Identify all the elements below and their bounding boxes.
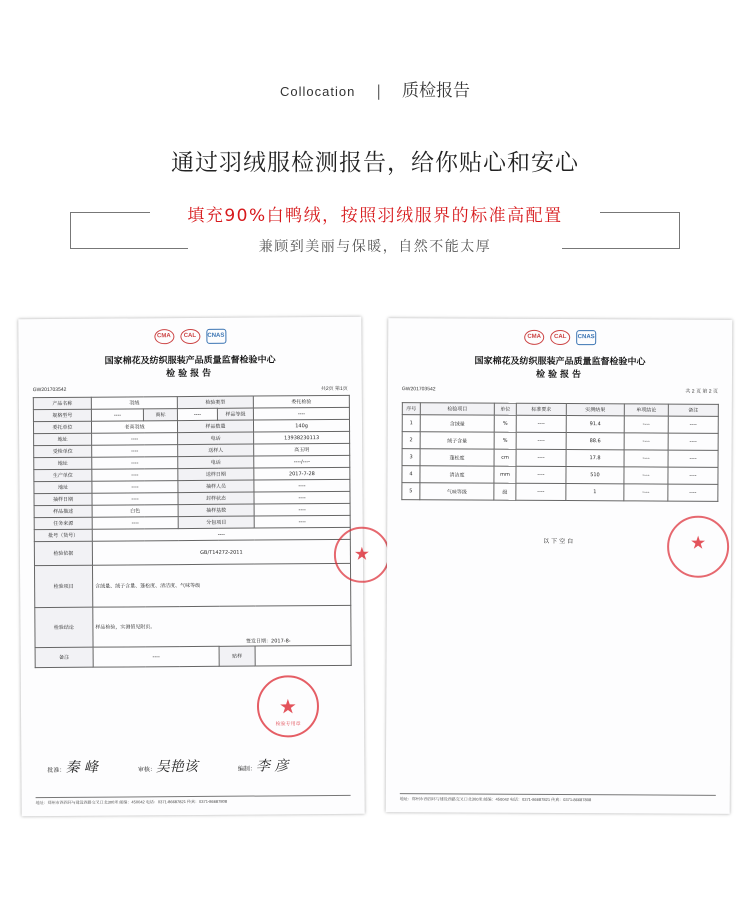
signature-label: 批准：: [47, 766, 66, 775]
cell-label: 抽样人员: [178, 480, 254, 493]
cell: ----: [624, 467, 668, 484]
cell-value: ----: [92, 445, 178, 458]
cal-logo-icon: CAL: [550, 330, 570, 345]
signature-review: [138, 756, 198, 776]
blank-below-note: 以下空白: [543, 537, 576, 546]
cell-value: 140g: [254, 419, 350, 432]
conclusion-text: 样品检验，实测值见附页。: [95, 624, 156, 631]
section-header: [0, 76, 750, 101]
cell-value: ----: [92, 469, 178, 482]
column-header: 标准要求: [516, 403, 566, 415]
cell-label: 分包项目: [178, 516, 254, 529]
cell-label: 批号（货号）: [34, 529, 92, 541]
cma-logo-icon: CMA: [524, 330, 544, 345]
cell: 1: [402, 415, 420, 432]
cell: 3: [402, 449, 420, 466]
report-number: GW201703542: [32, 386, 67, 394]
header-separator: |: [376, 82, 382, 100]
cell-label: 检验结论: [35, 607, 93, 647]
cell: ----: [516, 415, 566, 432]
cell-value: GB/T14272-2011: [92, 539, 350, 565]
star-icon: ★: [278, 694, 298, 719]
signature-approve: [47, 757, 98, 777]
cell: 含绒量: [420, 415, 494, 432]
cell: 88.6: [566, 433, 624, 450]
cell-label: 地址: [34, 457, 92, 469]
cell-label: 受检单位: [34, 445, 92, 457]
table-row: [402, 432, 718, 451]
cell: cm: [494, 449, 516, 466]
column-header: 备注: [668, 404, 718, 416]
cell-value: ----: [92, 493, 178, 506]
column-header: 检验项目: [420, 403, 494, 415]
inspection-stamp-icon: [667, 516, 729, 578]
column-header: 序号: [402, 403, 420, 415]
certification-logos: [18, 328, 361, 345]
cell: 5: [402, 483, 420, 500]
handwritten-signature: 李 彦: [255, 758, 289, 775]
cell: 级: [494, 483, 516, 500]
cell-label: 商标: [143, 409, 177, 421]
table-row: [34, 539, 350, 565]
cell-value: 2017-7-28: [254, 467, 350, 480]
cell: 510: [566, 467, 624, 484]
cell-value: ----: [92, 433, 178, 446]
cell-value: ----: [253, 407, 349, 420]
inspection-report-page-1: [18, 317, 371, 816]
cell-label: 委托单位: [33, 421, 91, 433]
cell-label: 贴样: [219, 646, 255, 666]
report-title: 国家棉花及纺织服装产品质量监督检验中心: [474, 356, 646, 368]
cell-value: ----: [254, 491, 350, 504]
signature-row: [47, 755, 344, 777]
cell-value: 13938230113: [254, 431, 350, 444]
cell-label: 产品名称: [33, 397, 91, 409]
cell-label: 电话: [178, 456, 254, 469]
cell-label: 送样人: [178, 444, 254, 457]
cell-value: ----: [92, 527, 350, 541]
cell-value: ----/----: [254, 455, 350, 468]
cell-label: 封样状态: [178, 492, 254, 505]
cell-value: ----: [93, 646, 219, 667]
cell: 17.8: [566, 450, 624, 467]
cell-value: ----: [254, 479, 350, 492]
signature-edit: [238, 755, 289, 775]
cell-value: 老高羽绒: [91, 421, 177, 434]
column-header: 单项结论: [624, 404, 668, 416]
cell: 1: [566, 484, 624, 501]
report-footer: 地址：郑州市西四环与建设西路交叉口北300米 邮编：450042 电话：0371-86687821 传真：0371-86687808: [36, 795, 351, 806]
cell-value: ----: [91, 409, 143, 421]
cell-value: 含绒量、绒子含量、蓬松度、清洁度、气味等级: [92, 563, 350, 607]
cell-label: 抽样日期: [34, 493, 92, 505]
table-row: [35, 645, 351, 667]
cell-value: [93, 605, 351, 647]
inspection-report-page-2: [386, 318, 733, 814]
cell: mm: [494, 466, 516, 483]
table-row: [402, 466, 718, 485]
subtitle-secondary: 兼顾到美丽与保暖，自然不能太厚: [258, 239, 492, 255]
cell-label: 抽样基数: [178, 504, 254, 517]
column-header: 单位: [494, 403, 516, 415]
report-subtitle: 检验报告: [166, 368, 215, 380]
cell: 气味等级: [420, 483, 494, 500]
cell-value: 委托检验: [253, 395, 349, 408]
main-title: 通过羽绒服检测报告，给你贴心和安心: [171, 150, 579, 176]
cell: 绒子含量: [420, 432, 494, 449]
cell-value: ----: [92, 517, 178, 530]
cell-value: 白色: [92, 505, 178, 518]
report-title: 国家棉花及纺织服装产品质量监督检验中心: [104, 355, 276, 367]
subtitle-highlight: 填充90%白鸭绒，按照羽绒服界的标准高配置: [187, 206, 563, 226]
cell-label: 送样日期: [178, 468, 254, 481]
cell-label: 任务来源: [34, 517, 92, 529]
cell-label: 样品数量: [177, 420, 253, 433]
page-number: 共2页 第1页: [320, 385, 348, 393]
certification-logos: [388, 329, 732, 346]
header-chinese: 质检报告: [401, 81, 470, 101]
cell-value: ----: [254, 515, 350, 528]
cell-value: 高玉明: [254, 443, 350, 456]
report-info-table: [33, 395, 352, 668]
table-row: [402, 483, 718, 502]
cnas-logo-icon: CNAS: [206, 329, 226, 344]
cell: ----: [516, 432, 566, 449]
cell-label: 检验类型: [177, 396, 253, 409]
cell-label: 电话: [178, 432, 254, 445]
handwritten-signature: 吴艳该: [155, 758, 198, 776]
cell-value: [255, 645, 351, 666]
cell: ----: [624, 484, 668, 501]
cell: ----: [668, 467, 718, 484]
cell-value: ----: [254, 503, 350, 516]
report-footer: 地址：郑州市西四环与建设西路交叉口北300米 邮编：450042 电话：0371-86687821 传真：0371-86687808: [400, 793, 716, 804]
cell-label: 样品描述: [34, 505, 92, 517]
cell-label: 生产单位: [34, 469, 92, 481]
signature-label: 审核：: [137, 766, 156, 774]
cell-value: ----: [177, 408, 217, 420]
cell-label: 检验依据: [34, 541, 92, 565]
report-number: GW201703542: [401, 386, 436, 393]
cell-label: 备注: [35, 647, 93, 667]
cell: 清洁度: [420, 466, 494, 483]
cell: ----: [624, 416, 668, 433]
stamp-text: 检验专用章: [275, 721, 301, 728]
cell-label: 规格型号: [33, 409, 91, 421]
header-english: Collocation: [280, 84, 356, 99]
report-meta: [402, 386, 718, 394]
report-subtitle: 检验报告: [535, 369, 585, 381]
page-number: 共 2 页 第 2 页: [685, 388, 718, 395]
cell-label: 地址: [34, 433, 92, 445]
cell: 91.4: [566, 416, 624, 433]
star-icon: ★: [353, 543, 371, 565]
cell-label: 地址: [34, 481, 92, 493]
cell: ----: [668, 450, 718, 467]
cell: ----: [516, 483, 566, 500]
table-row: [35, 605, 351, 647]
cell: ----: [668, 416, 718, 433]
cell: 2: [402, 432, 420, 449]
signature-label: 编制：: [237, 765, 256, 773]
cell: ----: [516, 449, 566, 466]
cell: ----: [668, 484, 718, 501]
cell: ----: [668, 433, 718, 450]
cell-value: ----: [92, 481, 178, 494]
test-results-table: [401, 402, 719, 502]
star-icon: ★: [689, 532, 707, 554]
report-meta: [33, 385, 348, 393]
cell-value: ----: [92, 457, 178, 470]
cell: 4: [402, 466, 420, 483]
cell: ----: [624, 450, 668, 467]
cnas-logo-icon: CNAS: [576, 330, 596, 345]
cell-value: 羽绒: [91, 397, 177, 410]
cal-logo-icon: CAL: [180, 329, 200, 344]
handwritten-signature: 秦 峰: [65, 759, 98, 776]
cma-logo-icon: CMA: [154, 329, 174, 344]
cell: ----: [624, 433, 668, 450]
inspection-stamp-icon: [257, 675, 319, 737]
cell: 蓬松度: [420, 449, 494, 466]
table-row: [402, 415, 718, 434]
issue-date: 签发日期：2017-8-: [246, 638, 291, 645]
column-header: 实测结果: [566, 404, 624, 416]
seam-stamp-icon: [334, 527, 390, 583]
table-row: [34, 563, 350, 607]
table-row: [402, 449, 718, 468]
cell: ----: [516, 466, 566, 483]
cell-label: 样品等级: [217, 408, 253, 420]
cell: %: [494, 432, 516, 449]
cell-label: 检验项目: [34, 565, 92, 607]
cell: %: [494, 415, 516, 432]
